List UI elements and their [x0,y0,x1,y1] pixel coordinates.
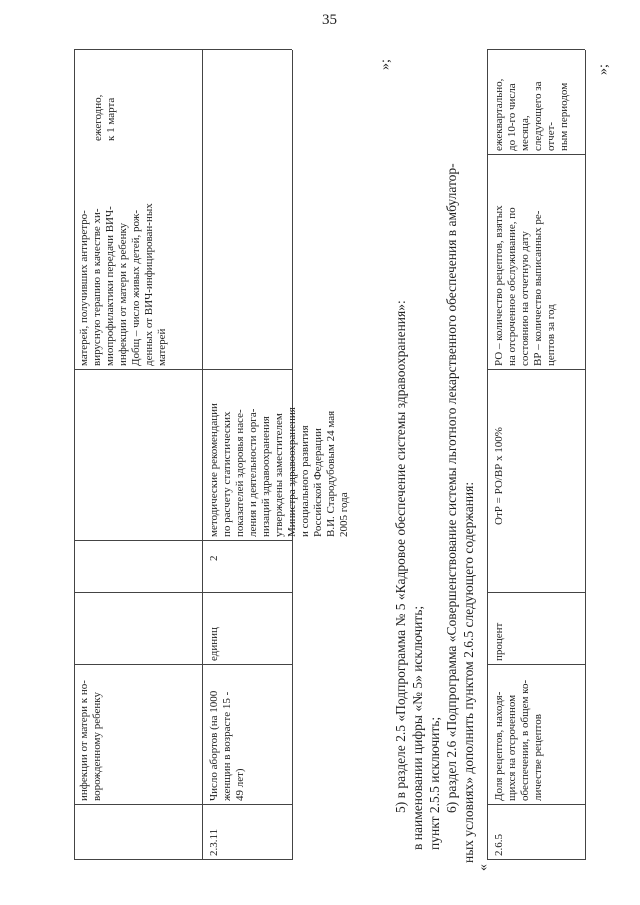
table1-top-border [74,50,75,860]
table2-bottom-border [585,50,586,860]
table2-row-period: ежеквартально, до 10-го числа месяца, следующего за отчет- ным периодом [493,78,570,151]
table2-open-mark: « [476,864,491,871]
paragraph-5-note-1: в наименовании цифры «№ 5» исключить; [410,605,425,850]
paragraph-5-note-2: пункт 2.5.5 исключить; [427,716,442,850]
paragraph-6-cont: ных условиях» дополнить пунктом 2.6.5 следующего содержания: [461,481,476,863]
table1-end-mark: »; [378,59,393,70]
table1-cont-period: ежегодно, к 1 марта [92,94,117,141]
table1-row-number: 2.3.11 [208,828,220,856]
table1-cont-name: инфекции от матери к но- ворожденному ребенку [78,680,103,801]
table1-row-name: Число абортов (на 1000 женщин в возрасте 15 - 49 лет) [208,690,246,801]
table2-row-formula: ОтР = РО/ВР х 100% [493,427,505,525]
table1-mid-border [202,50,203,860]
table2-row-unit: процент [493,622,505,661]
table2-row-name: Доля рецептов, находя- щихся на отсроченном обеспечении, в общем ко- личестве рецептов [493,679,544,801]
table2-row-number: 2.6.5 [493,834,505,856]
table1-col-line [74,804,292,805]
table1-col-line [74,592,292,593]
table2-end-mark: »; [596,64,611,75]
paragraph-6: 6) раздел 2.6 «Подпрограмма «Совершенствование системы льготного лекарственного обеспечения в амбулатор- [444,163,459,813]
table1-row-unit: единиц [208,627,220,661]
paragraph-5: 5) в разделе 2.5 «Подпрограмма № 5 «Кадровое обеспечение системы здравоохранения»: [393,300,408,813]
table1-col-line [74,664,292,665]
table1-row-type: 2 [208,555,220,561]
table1-row-source: методические рекомендации по расчету статистических показателей здоровья насе- ления и деятельности орга- низаций здравоохранения утверждены заместителем Министра здравоохранения и социального развития Российской Федерации В.И. Стародубовым 24 мая 2005 года [208,403,350,537]
page-number: 35 [322,12,337,28]
table2-top-border [487,50,488,860]
table1-cont-formula: матерей, получивших антиретро- вирусную терапию в качестве хи- миопрофилактики передачи ВИЧ- инфекции от матери к ребенку Добщ – число живых детей, рож- денных от ВИЧ-инфицирован-ных матерей [78,203,168,366]
table2-row-description: РО – количество рецептов, взятых на отсроченное обслуживание, по состоянию на отчетную дату ВР – количество выписанных ре- цептов за год [493,205,557,366]
table1-col-line [74,859,292,860]
